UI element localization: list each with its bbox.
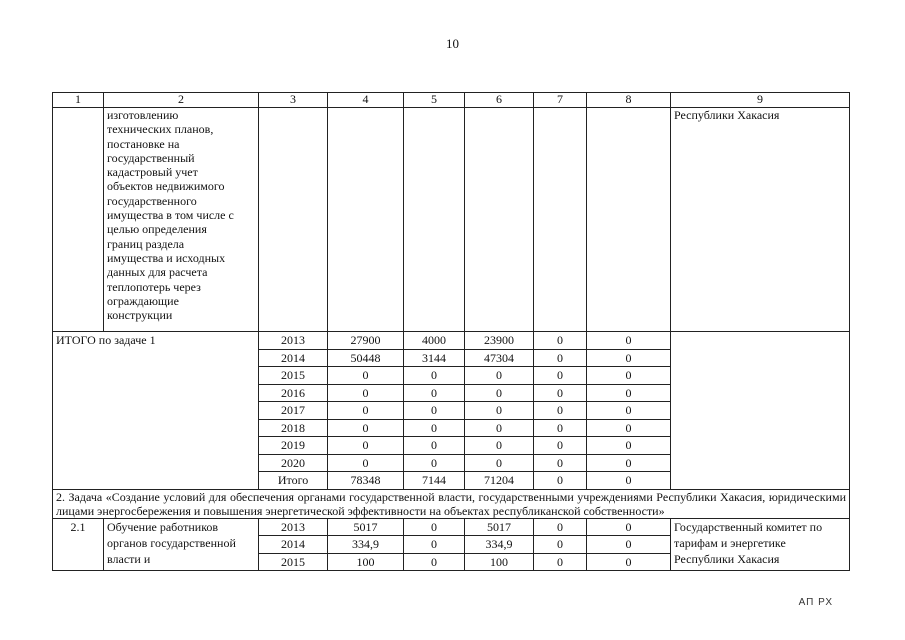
table-row xyxy=(53,332,850,350)
empty-cell xyxy=(259,108,328,332)
column-header: 6 xyxy=(465,93,534,108)
value-cell: 0 xyxy=(404,518,465,536)
description-line: границ раздела xyxy=(107,236,185,251)
value-cell: 0 xyxy=(465,454,534,472)
empty-cell xyxy=(534,108,587,332)
value-cell: 0 xyxy=(587,518,671,536)
value-cell: 0 xyxy=(328,419,404,437)
year-cell: 2019 xyxy=(259,437,328,455)
value-cell: 0 xyxy=(465,437,534,455)
year-cell: 2014 xyxy=(259,536,328,554)
description-line: постановке на xyxy=(107,136,180,151)
item-description-cell: Обучение работников органов государственной власти и xyxy=(104,518,259,571)
value-cell: 0 xyxy=(587,332,671,350)
year-cell: 2015 xyxy=(259,553,328,571)
executor-cell: Государственный комитет по тарифам и энергетике Республики Хакасия xyxy=(671,518,850,571)
value-cell: 334,9 xyxy=(465,536,534,554)
description-line: имущества и исходных xyxy=(107,250,226,265)
value-cell: 0 xyxy=(587,384,671,402)
year-cell: 2013 xyxy=(259,332,328,350)
empty-cell xyxy=(404,108,465,332)
description-line: кадастровый учет xyxy=(107,165,198,180)
description-line: изготовлению xyxy=(107,108,179,122)
value-cell: 0 xyxy=(404,384,465,402)
value-cell: 0 xyxy=(587,367,671,385)
stamp-mark: АП РХ xyxy=(798,597,833,608)
column-header: 3 xyxy=(259,93,328,108)
value-cell: 0 xyxy=(534,437,587,455)
description-line: государственный xyxy=(107,150,195,165)
task-heading-row xyxy=(53,489,850,518)
value-cell: 0 xyxy=(465,402,534,420)
value-cell: 100 xyxy=(465,553,534,571)
value-cell: 0 xyxy=(404,536,465,554)
program-table xyxy=(52,92,850,571)
value-cell: 0 xyxy=(404,454,465,472)
value-cell: 0 xyxy=(534,402,587,420)
table-row xyxy=(53,518,850,536)
column-header: 5 xyxy=(404,93,465,108)
value-cell: 0 xyxy=(465,419,534,437)
year-cell: 2017 xyxy=(259,402,328,420)
executor-cell xyxy=(671,332,850,490)
column-header: 1 xyxy=(53,93,104,108)
year-cell: 2013 xyxy=(259,518,328,536)
value-cell: 0 xyxy=(534,472,587,490)
value-cell: 0 xyxy=(328,384,404,402)
value-cell: 0 xyxy=(404,402,465,420)
task-heading: 2. Задача «Создание условий для обеспечения органами государственной власти, государственными учреждениями Республики Хакасия, юридическими лицами энергосбережения и повышения энергетической эффективности на объектах республиканской собственности» xyxy=(53,489,850,518)
empty-cell xyxy=(465,108,534,332)
value-cell: 78348 xyxy=(328,472,404,490)
description-line: государственного xyxy=(107,193,197,208)
value-cell: 0 xyxy=(587,536,671,554)
value-cell: 0 xyxy=(534,384,587,402)
value-cell: 0 xyxy=(534,454,587,472)
year-cell: 2020 xyxy=(259,454,328,472)
column-header: 4 xyxy=(328,93,404,108)
value-cell: 5017 xyxy=(328,518,404,536)
value-cell: 23900 xyxy=(465,332,534,350)
value-cell: 0 xyxy=(404,419,465,437)
year-cell: 2016 xyxy=(259,384,328,402)
value-cell: 0 xyxy=(587,402,671,420)
value-cell: 0 xyxy=(587,349,671,367)
description-line: данных для расчета xyxy=(107,265,208,280)
value-cell: 0 xyxy=(587,419,671,437)
value-cell: 0 xyxy=(465,367,534,385)
item-number-cell: 2.1 xyxy=(53,518,104,571)
value-cell: 0 xyxy=(587,454,671,472)
item-number-cell xyxy=(53,108,104,332)
value-cell: 5017 xyxy=(465,518,534,536)
value-cell: 0 xyxy=(534,332,587,350)
value-cell: 27900 xyxy=(328,332,404,350)
column-number-row xyxy=(53,93,850,108)
description-line: теплопотерь через xyxy=(107,279,201,294)
value-cell: 0 xyxy=(534,367,587,385)
value-cell: 4000 xyxy=(404,332,465,350)
value-cell: 0 xyxy=(328,437,404,455)
value-cell: 0 xyxy=(587,437,671,455)
value-cell: 7144 xyxy=(404,472,465,490)
column-header: 8 xyxy=(587,93,671,108)
value-cell: 0 xyxy=(404,367,465,385)
executor-cell: Республики Хакасия xyxy=(671,108,850,332)
value-cell: 0 xyxy=(328,367,404,385)
value-cell: 100 xyxy=(328,553,404,571)
value-cell: 0 xyxy=(534,419,587,437)
empty-cell xyxy=(587,108,671,332)
value-cell: 0 xyxy=(534,536,587,554)
value-cell: 47304 xyxy=(465,349,534,367)
description-line: ограждающие xyxy=(107,293,179,308)
column-header: 9 xyxy=(671,93,850,108)
column-header: 2 xyxy=(104,93,259,108)
description-line: имущества в том числе с xyxy=(107,208,234,223)
page-number: 10 xyxy=(446,36,459,51)
year-cell: 2014 xyxy=(259,349,328,367)
year-cell: Итого xyxy=(259,472,328,490)
continued-item-row xyxy=(53,108,850,332)
description-line: целью определения xyxy=(107,222,207,237)
value-cell: 0 xyxy=(587,553,671,571)
value-cell: 0 xyxy=(534,349,587,367)
value-cell: 0 xyxy=(534,553,587,571)
value-cell: 71204 xyxy=(465,472,534,490)
value-cell: 0 xyxy=(587,472,671,490)
year-cell: 2015 xyxy=(259,367,328,385)
value-cell: 0 xyxy=(404,437,465,455)
description-line: технических планов, xyxy=(107,122,214,137)
value-cell: 334,9 xyxy=(328,536,404,554)
value-cell: 50448 xyxy=(328,349,404,367)
description-line: конструкции xyxy=(107,308,173,323)
value-cell: 0 xyxy=(404,553,465,571)
value-cell: 0 xyxy=(328,454,404,472)
year-cell: 2018 xyxy=(259,419,328,437)
value-cell: 0 xyxy=(534,518,587,536)
column-header: 7 xyxy=(534,93,587,108)
description-line: объектов недвижимого xyxy=(107,179,225,194)
empty-cell xyxy=(328,108,404,332)
value-cell: 3144 xyxy=(404,349,465,367)
total-label-cell: ИТОГО по задаче 1 xyxy=(53,332,259,490)
item-description-cell xyxy=(104,108,259,332)
value-cell: 0 xyxy=(328,402,404,420)
value-cell: 0 xyxy=(465,384,534,402)
